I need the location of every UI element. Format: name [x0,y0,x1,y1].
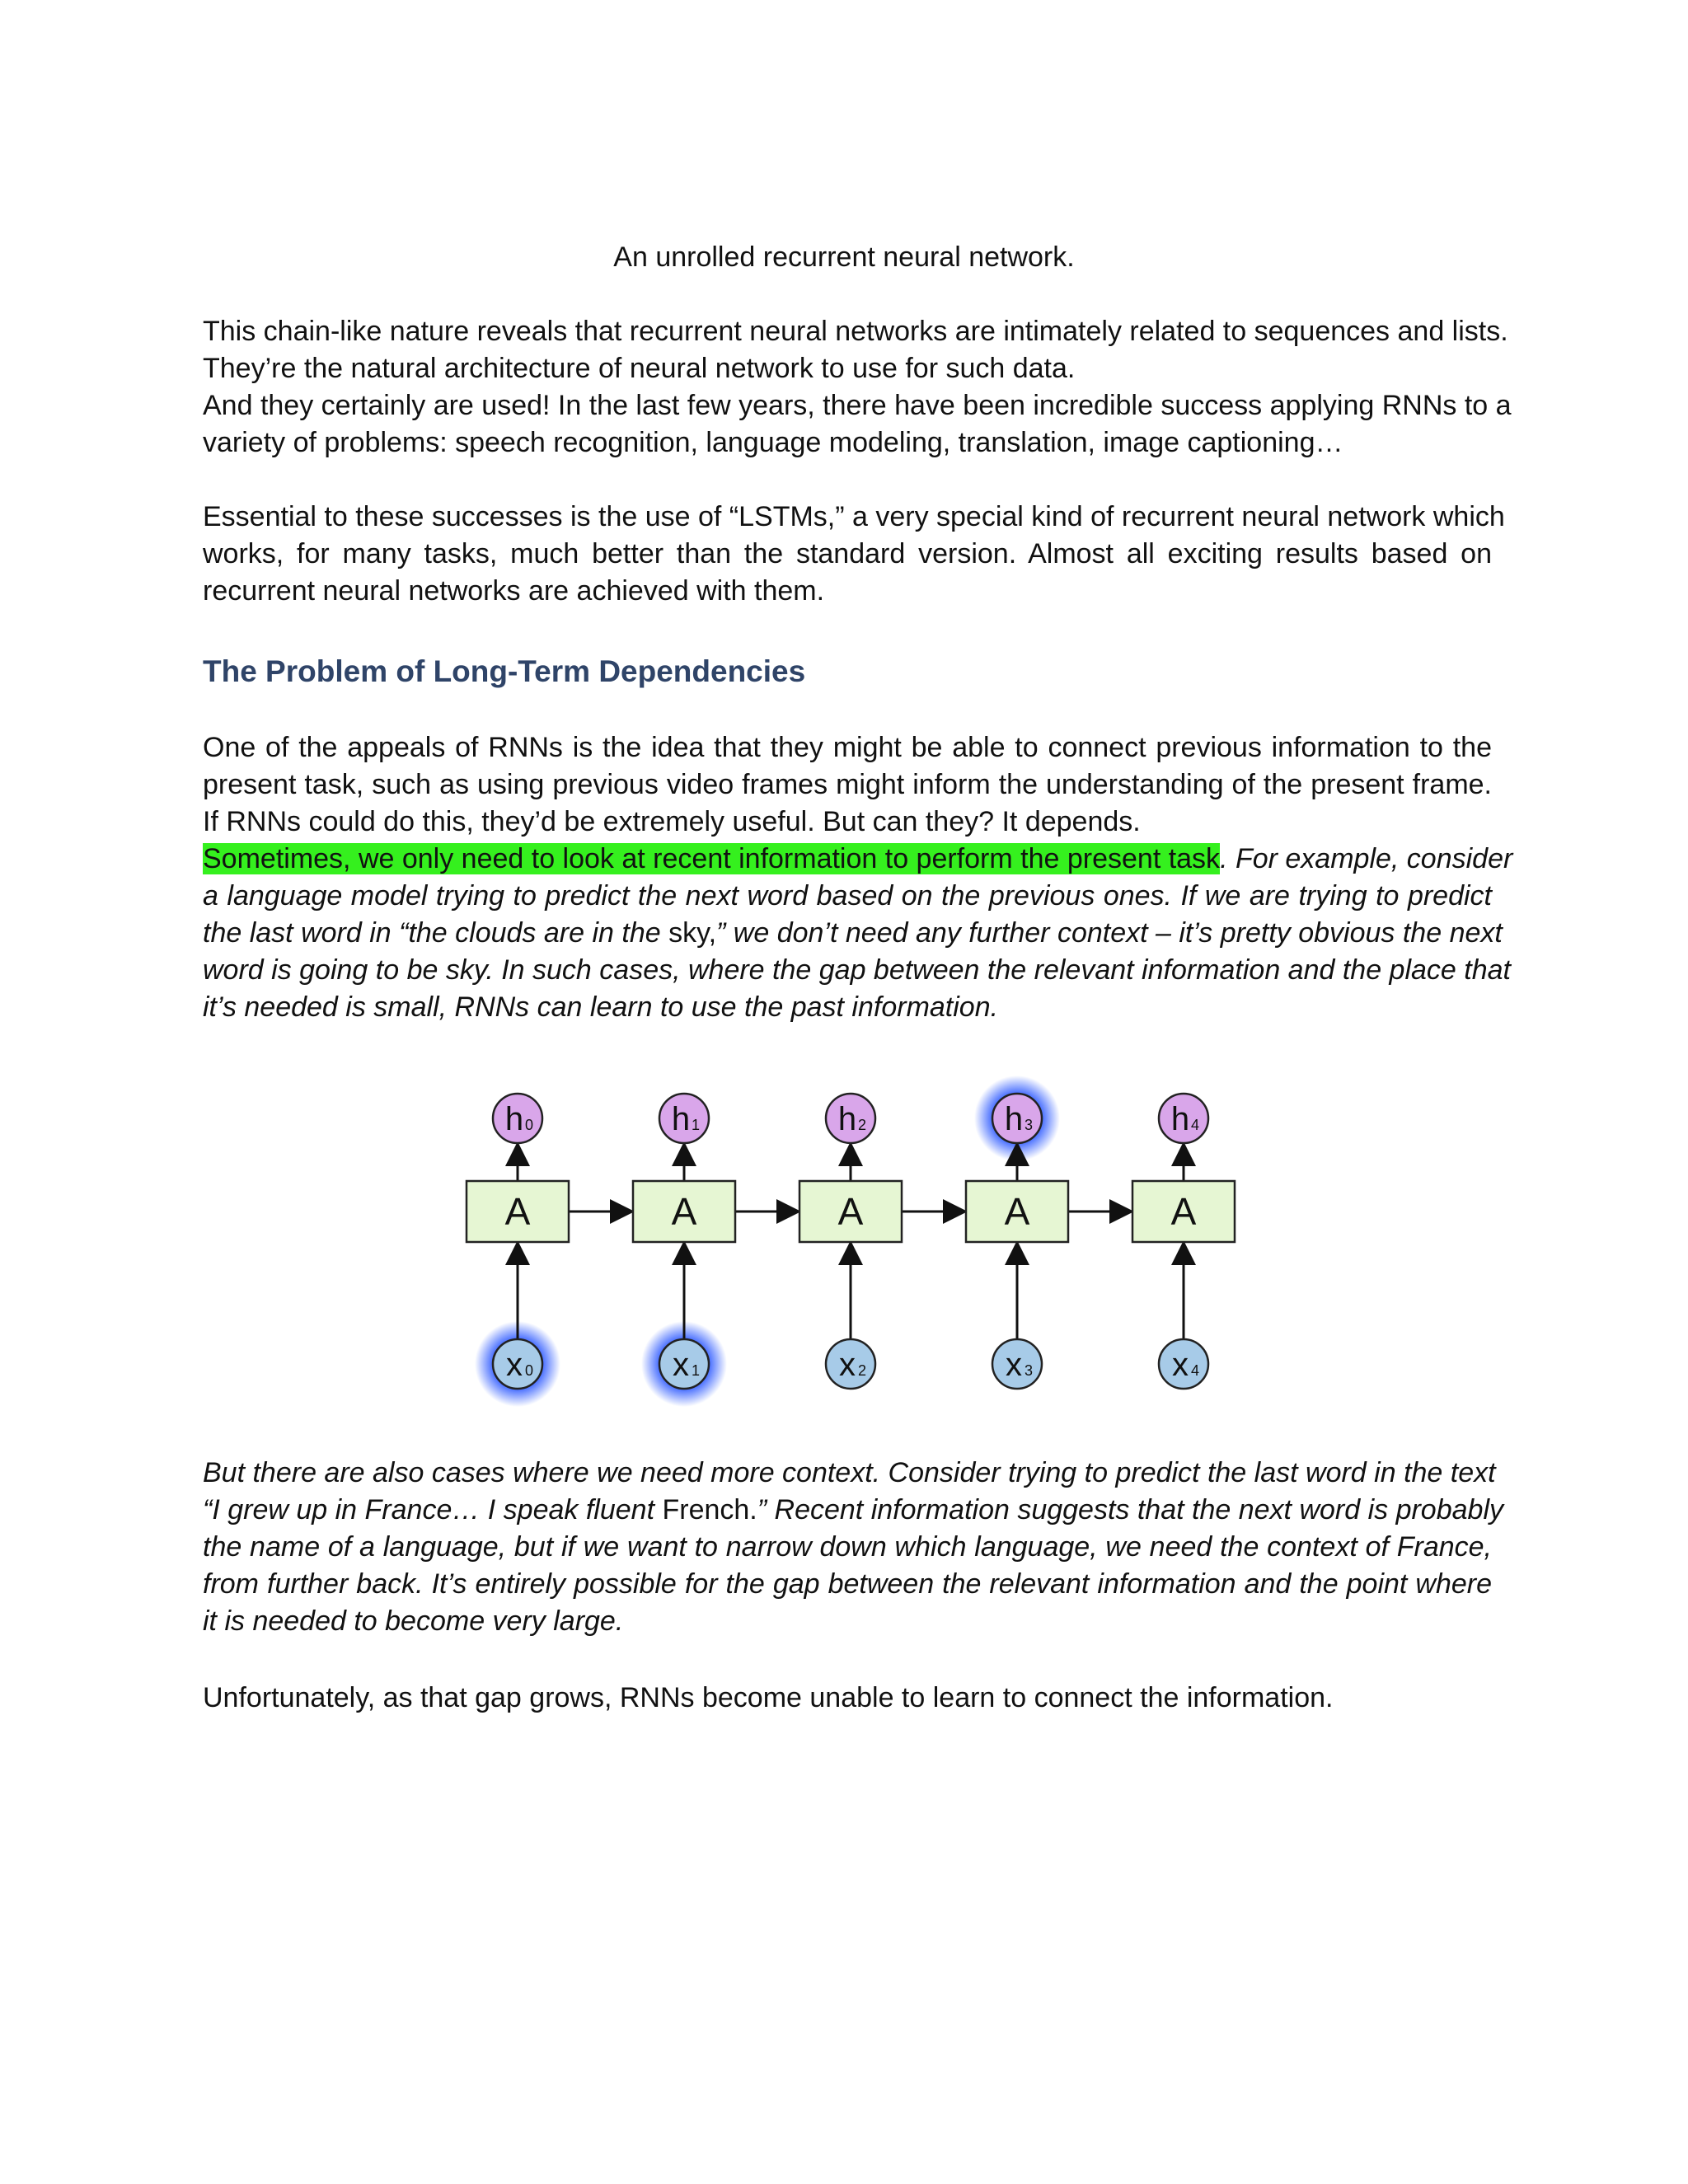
output-node-subscript: 1 [691,1117,701,1133]
intro-paragraph [203,313,1512,462]
output-node-subscript: 4 [1190,1117,1200,1133]
output-node-subscript: 3 [1024,1117,1034,1133]
output-node-label: h [504,1101,524,1137]
context-paragraph [203,1455,1503,1640]
input-node-label: x [1172,1347,1189,1383]
input-node-subscript: 3 [1024,1362,1034,1379]
text-line [203,841,1513,878]
input-node-label: x [1006,1347,1022,1383]
text-line: it’s needed is small, RNNs can learn to use the past information. [203,991,999,1023]
output-node-subscript: 0 [524,1117,534,1133]
text-line: variety of problems: speech recognition, language modeling, translation, image captioning… [203,427,1343,458]
text-line: from further back. It’s entirely possible for the gap between the relevant information and the point where [203,1568,1492,1600]
input-node-subscript: 4 [1190,1362,1200,1379]
text-fragment: the last word in “the clouds are in the [203,917,669,949]
text-line: And they certainly are used! In the last few years, there have been incredible success applying RNNs to a [203,390,1512,421]
text-line: a language model trying to predict the next word based on the previous ones. If we are trying to predict [203,880,1492,912]
final-paragraph: Unfortunately, as that gap grows, RNNs become unable to learn to connect the information. [203,1682,1334,1713]
text-line: word is going to be sky. In such cases, where the gap between the relevant information and the place that [203,954,1511,986]
rnn-unrolled-diagram [445,1071,1253,1418]
rnn-cell-label: A [504,1190,531,1233]
text-fragment: ” we don’t need any further context – it’s pretty obvious the next [716,917,1503,949]
text-fragment: . For example, consider [1220,843,1513,874]
text-line: the name of a language, but if we want to narrow down which language, we need the context of France, [203,1531,1492,1563]
text-fragment: ” Recent information suggests that the next word is probably [757,1494,1503,1526]
text-line: it is needed to become very large. [203,1605,624,1637]
text-line: One of the appeals of RNNs is the idea that they might be able to connect previous information to the [203,732,1492,763]
output-node-label: h [1170,1101,1190,1137]
text-line: present task, such as using previous video frames might inform the understanding of the present frame. [203,769,1492,800]
text-line [203,915,1503,952]
lstm-paragraph [203,499,1505,610]
text-line: This chain-like nature reveals that recurrent neural networks are intimately related to sequences and lists. [203,316,1508,347]
output-node-label: h [837,1101,857,1137]
figure-caption: An unrolled recurrent neural network. [613,241,1075,273]
text-fragment: sky, [668,917,717,949]
input-node-label: x [506,1347,523,1383]
text-line: If RNNs could do this, they’d be extremely useful. But can they? It depends. [203,806,1141,837]
output-node-label: h [1004,1101,1024,1137]
rnn-cell-label: A [1004,1190,1030,1233]
input-node-subscript: 0 [524,1362,534,1379]
text-line: recurrent neural networks are achieved with them. [203,575,825,607]
text-line: They’re the natural architecture of neural network to use for such data. [203,353,1076,384]
text-line: works, for many tasks, much better than the standard version. Almost all exciting results based on [203,538,1492,569]
input-node-subscript: 2 [857,1362,867,1379]
output-node-subscript: 2 [857,1117,867,1133]
section-heading: The Problem of Long-Term Dependencies [203,654,806,688]
input-node-subscript: 1 [691,1362,701,1379]
dependencies-paragraph [203,729,1513,1026]
output-node-label: h [671,1101,691,1137]
text-line [203,1492,1503,1529]
text-fragment: French. [662,1494,757,1526]
input-node-label: x [839,1347,856,1383]
input-node-label: x [673,1347,689,1383]
rnn-cell-label: A [837,1190,864,1233]
text-line: But there are also cases where we need more context. Consider trying to predict the last word in the text [203,1457,1496,1488]
highlighted-text: Sometimes, we only need to look at recent information to perform the present task [203,843,1221,874]
rnn-cell-label: A [671,1190,697,1233]
text-line: Essential to these successes is the use of “LSTMs,” a very special kind of recurrent neural network which [203,501,1505,532]
rnn-cell-label: A [1170,1190,1197,1233]
text-fragment: “I grew up in France… I speak fluent [203,1494,663,1526]
diagram-layer [467,1076,1235,1407]
